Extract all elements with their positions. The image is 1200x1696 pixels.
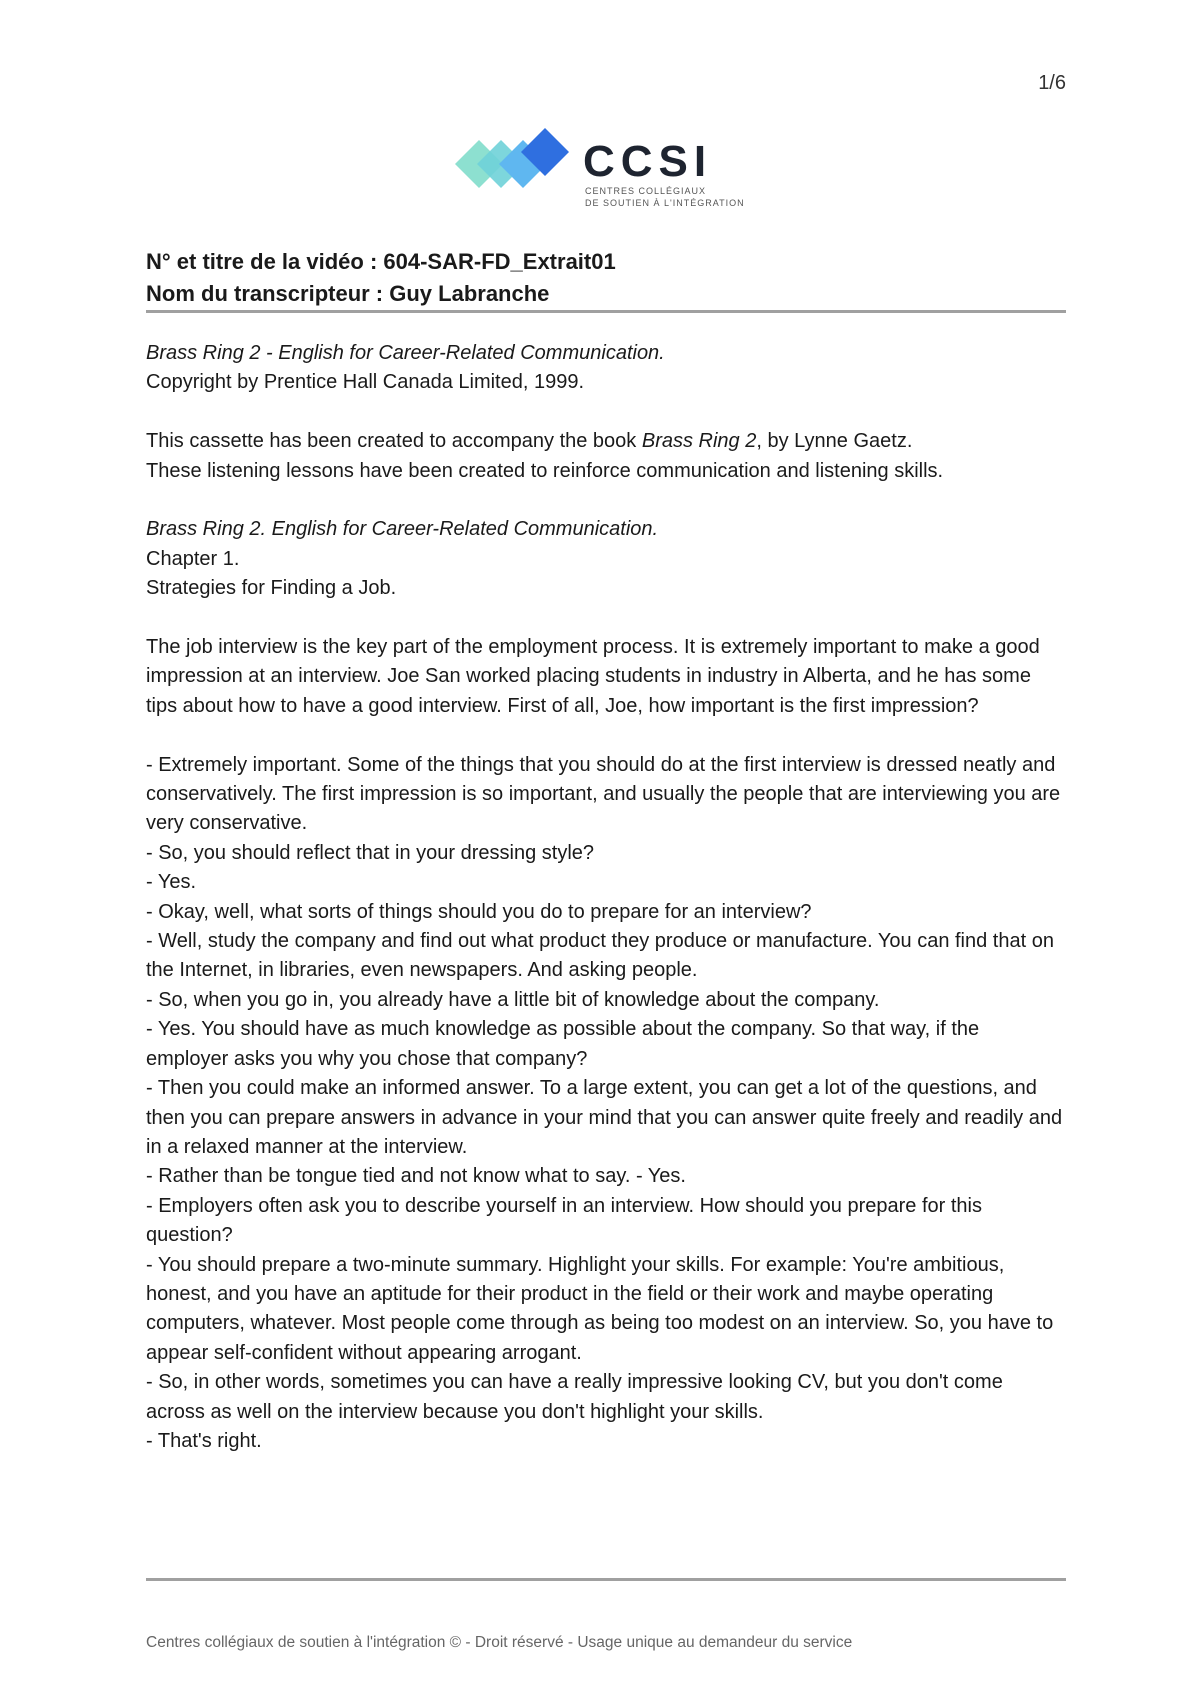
logo-tagline-line2: DE SOUTIEN À L'INTÉGRATION	[585, 198, 745, 208]
dialogue-line: - Okay, well, what sorts of things should you do to prepare for an interview?	[146, 900, 812, 923]
lessons-line: These listening lessons have been created to reinforce communication and listening skills.	[146, 459, 944, 482]
dialogue-line: - Yes.	[146, 871, 197, 894]
footer-divider	[146, 1578, 1066, 1581]
copyright-line: Copyright by Prentice Hall Canada Limited, 1999.	[146, 371, 585, 394]
ccsi-logo-graphic	[455, 128, 775, 218]
page-number: 1/6	[1038, 72, 1066, 94]
dialogue-line: - Employers often ask you to describe yourself in an interview. How should you prepare for this question?	[146, 1194, 982, 1247]
dialogue-line: - Rather than be tongue tied and not know what to say. - Yes.	[146, 1165, 686, 1188]
dialogue-line: - That's right.	[146, 1429, 262, 1452]
dialogue-line: - So, you should reflect that in your dressing style?	[146, 841, 595, 864]
dialogue-line: - Then you could make an informed answer. To a large extent, you can get a lot of the questions, and then you can prepare answers in advance in your mind that you can answer quite freely and readily and in a relaxed manner at the interview.	[146, 1077, 1063, 1158]
logo-tagline-line1: CENTRES COLLÉGIAUX	[585, 186, 707, 196]
narration-paragraph: The job interview is the key part of the employment process. It is extremely important to make a good impression at an interview. Joe San worked placing students in industry in Alberta, and he has some tips about how to have a good interview. First of all, Joe, how important is the first impression?	[146, 636, 1040, 717]
transcript-body	[146, 339, 1066, 1456]
header-divider	[146, 310, 1066, 313]
transcriber-name: Nom du transcripteur : Guy Labranche	[146, 281, 550, 306]
video-title: N° et titre de la vidéo : 604-SAR-FD_Extrait01	[146, 249, 616, 274]
logo-wordmark: CCSI	[583, 137, 713, 186]
chapter-number: Chapter 1.	[146, 547, 240, 570]
dialogue-line: - Yes. You should have as much knowledge as possible about the company. So that way, if the employer asks you why you chose that company?	[146, 1018, 980, 1070]
cassette-line: This cassette has been created to accompany the book Brass Ring 2, by Lynne Gaetz.	[146, 430, 913, 453]
dialogue-line: - You should prepare a two-minute summary. Highlight your skills. For example: You're ambitious, honest, and you have an aptitude for their product in the field or their work and maybe operating computers, whatever. Most people come through as being too modest on an interview. So, you have to appear self-confident without appearing arrogant.	[146, 1253, 1054, 1364]
footer-copyright: Centres collégiaux de soutien à l'intégration © - Droit réservé - Usage unique au demandeur du service	[146, 1634, 853, 1651]
dialogue-line: - Extremely important. Some of the things that you should do at the first interview is dressed neatly and conservatively. The first impression is so important, and usually the people that are interviewing you are very conservative.	[146, 753, 1061, 835]
document-header	[146, 246, 1066, 310]
dialogue-line: - Well, study the company and find out what product they produce or manufacture. You can find that on the Internet, in libraries, even newspapers. And asking people.	[146, 930, 1054, 982]
book-title-2: Brass Ring 2. English for Career-Related Communication.	[146, 518, 659, 541]
ccsi-logo	[455, 128, 775, 218]
book-title: Brass Ring 2 - English for Career-Related Communication.	[146, 342, 665, 364]
dialogue-line: - So, in other words, sometimes you can have a really impressive looking CV, but you don't come across as well on the interview because you don't highlight your skills.	[146, 1371, 1003, 1423]
dialogue-line: - So, when you go in, you already have a little bit of knowledge about the company.	[146, 988, 880, 1011]
chapter-title: Strategies for Finding a Job.	[146, 577, 397, 600]
